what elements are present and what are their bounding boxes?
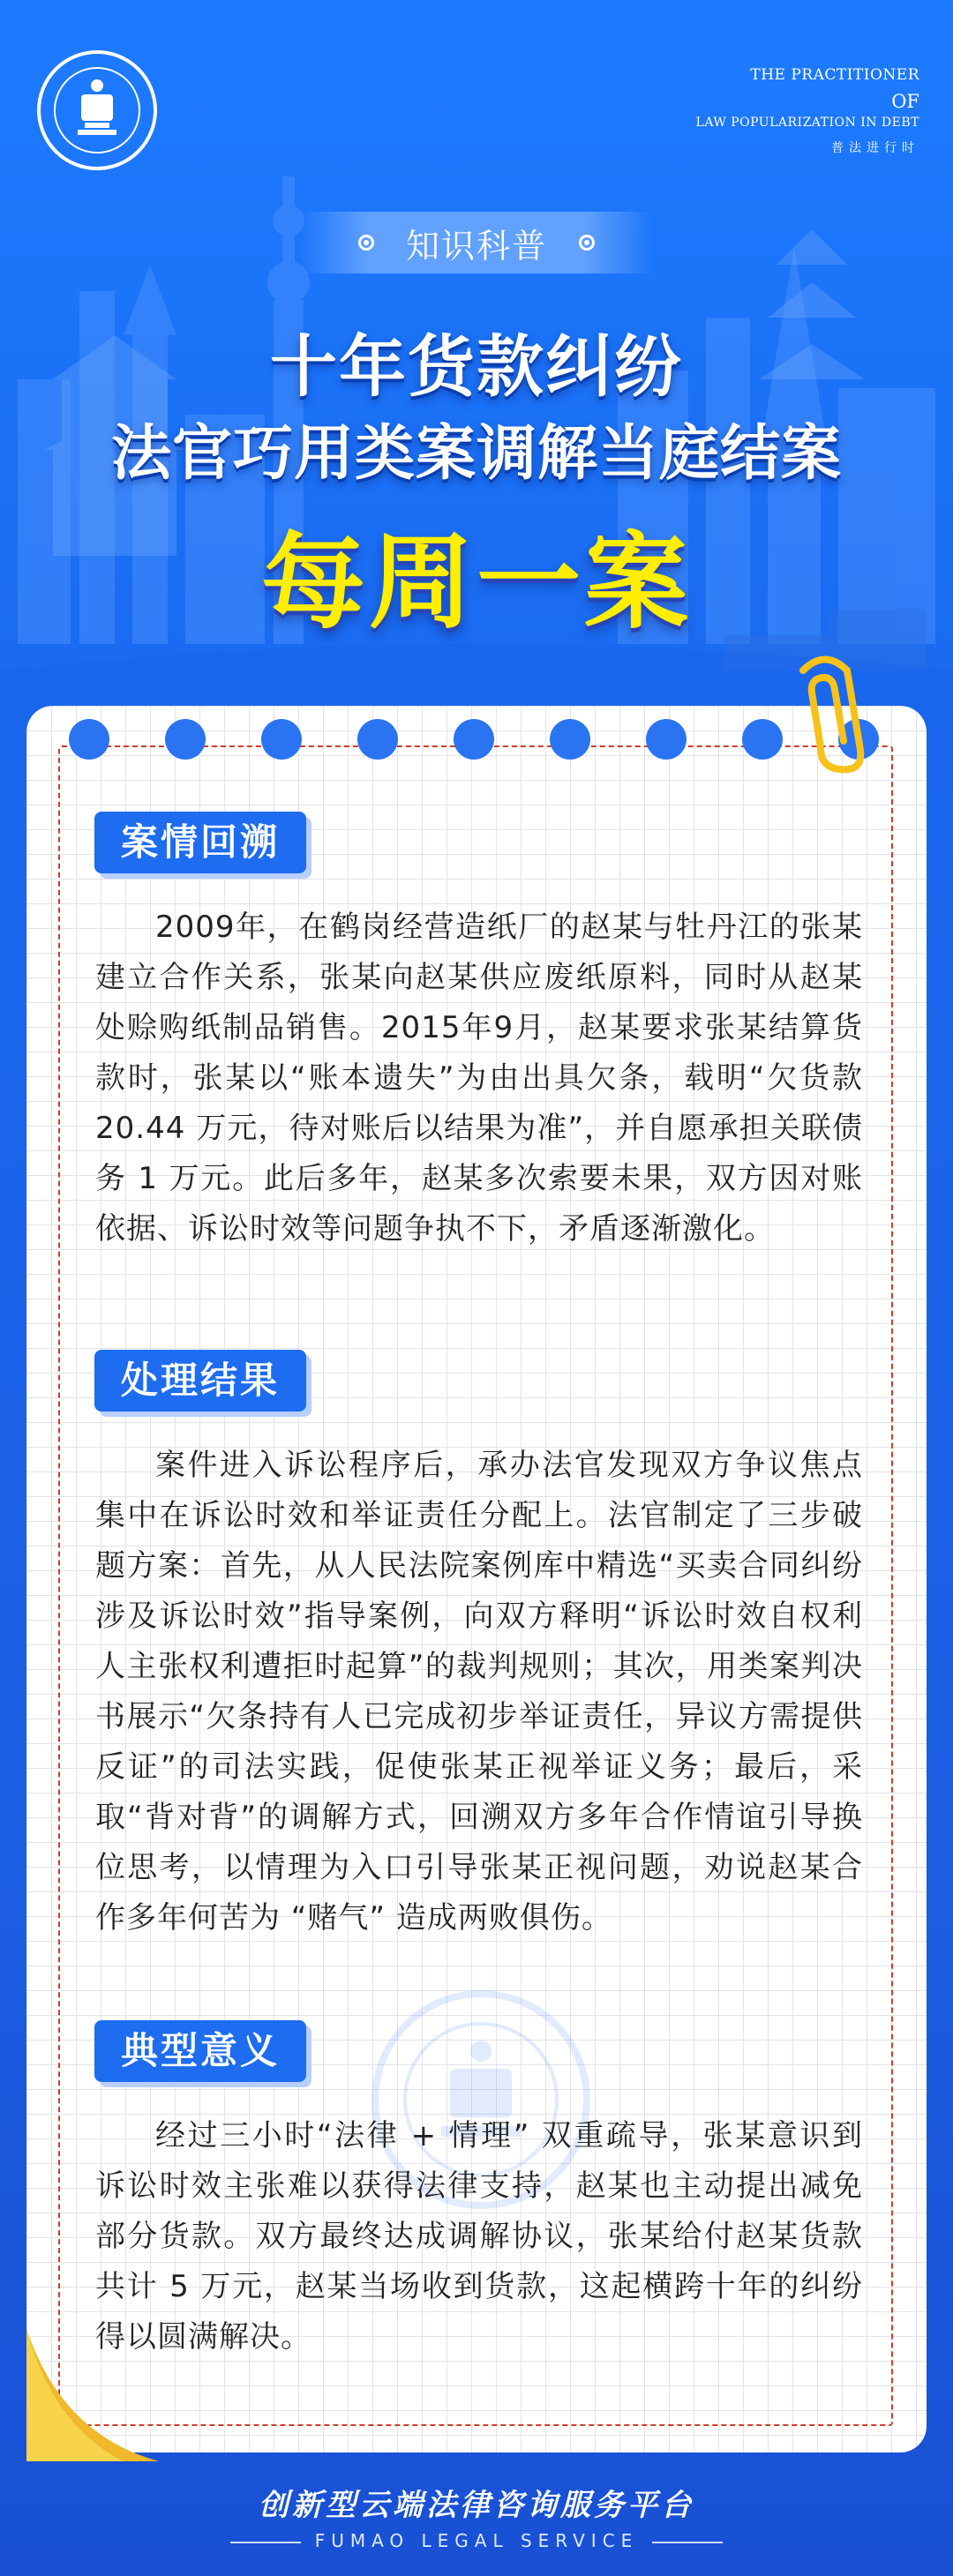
- paperclip-icon: [777, 653, 874, 776]
- circle-dot-icon: [579, 235, 595, 251]
- section-body-result: 案件进入诉讼程序后，承办法官发现双方争议焦点集中在诉讼时效和举证责任分配上。法官制定了三步破题方案：首先，从人民法院案例库中精选“买卖合同纠纷涉及诉讼时效”指导案例，向双方释明“诉讼时效自权利人主张权利遭拒时起算”的裁判规则；其次，用类案判决书展示“欠条持有人已完成初步举证责任，异议方需提供反证”的司法实践，促使张某正视举证义务；最后，采取“背对背”的调解方式，回溯双方多年合作情谊引导换位思考，以情理为入口引导张某正视问题，劝说赵某合作多年何苦为 “赌气” 造成两败俱伤。: [95, 1448, 863, 1936]
- binder-ring-icon: [165, 719, 206, 760]
- binder-ring-icon: [550, 719, 590, 760]
- binder-ring-icon: [646, 719, 687, 760]
- section-body-case-review: 2009年，在鹤岗经营造纸厂的赵某与牡丹江的张某建立合作关系，张某向赵某供应废纸原料，同时从赵某处赊购纸制品销售。2015年9月，赵某要求张某结算货款时，张某以“账本遗失”为由出具欠条，载明“欠货款 20.44 万元，待对账后以结果为准”，并自愿承担关联债务 1 万元。此后多年，赵某多次索要未果，双方因对账依据、诉讼时效等问题争执不下，矛盾逐渐激化。: [95, 910, 863, 1247]
- footer-slogan: 创新型云端法律咨询服务平台: [259, 2488, 694, 2523]
- footer-english: [0, 2530, 953, 2551]
- binder-ring-icon: [357, 719, 398, 760]
- binder-ring-icon: [261, 719, 302, 760]
- fumao-logo: [35, 49, 159, 172]
- section-heading-result: 处理结果: [94, 1350, 306, 1412]
- section-body-significance: 经过三小时“法律 + 情理” 双重疏导，张某意识到诉讼时效主张难以获得法律支持，赵某也主动提出减免部分货款。双方最终达成调解协议，张某给付赵某货款共计 5 万元，赵某当场收到货款，这起横跨十年的纠纷得以圆满解决。: [95, 2118, 863, 2355]
- brand-line-3: LAW POPULARIZATION IN DEBT: [695, 116, 919, 130]
- brand-english-block: [696, 66, 919, 156]
- brand-line-2: OF: [891, 91, 919, 112]
- category-tag: [300, 212, 653, 273]
- category-tag-label: 知识科普: [405, 226, 547, 266]
- binder-ring-icon: [69, 719, 109, 760]
- brand-line-1: THE PRACTITIONER: [750, 66, 919, 84]
- headline-weekly-case: 每周一案: [260, 521, 692, 643]
- headline-line-1: 十年货款纠纷: [270, 327, 683, 406]
- footer-divider-left: [230, 2542, 301, 2543]
- brand-cn-subtitle: 普法进行时: [831, 141, 919, 155]
- binder-ring-icon: [454, 719, 494, 760]
- headline-line-2: 法官巧用类案调解当庭结案: [110, 419, 842, 489]
- binder-rings: [69, 719, 881, 763]
- section-heading-case-review: 案情回溯: [94, 812, 306, 873]
- section-heading-significance: 典型意义: [94, 2020, 306, 2082]
- footer-divider-right: [652, 2542, 723, 2543]
- circle-dot-icon: [358, 235, 374, 251]
- footer-english-text: FUMAO LEGAL SERVICE: [314, 2530, 639, 2551]
